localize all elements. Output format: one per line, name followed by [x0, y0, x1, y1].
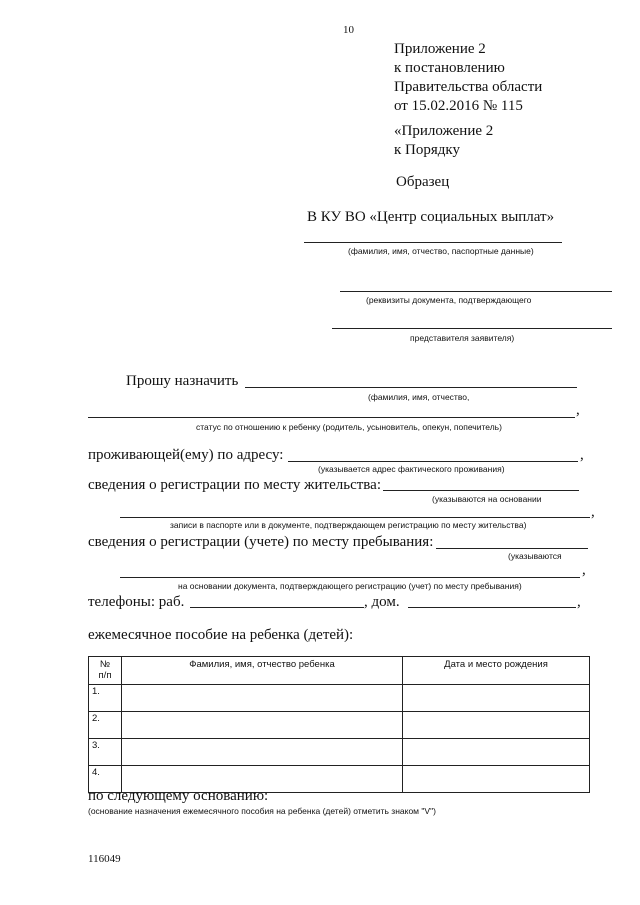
phones-comma: , [577, 594, 581, 610]
residence-reg-label: сведения о регистрации по месту жительства: [88, 477, 381, 493]
residence-reg-line[interactable] [383, 490, 579, 491]
applicant-fio-line[interactable] [304, 242, 562, 243]
passport-records-comma: , [591, 504, 595, 520]
hint-on-basis: (указываются на основании [432, 494, 542, 504]
work-phone-line[interactable] [190, 607, 364, 608]
child-name-cell[interactable] [122, 685, 403, 712]
phones-label: телефоны: раб. [88, 594, 185, 610]
col-header-name: Фамилия, имя, отчество ребенка [122, 657, 403, 685]
appendix2-line-1: «Приложение 2 [394, 123, 494, 139]
stay-reg-line[interactable] [436, 548, 588, 549]
child-birth-cell[interactable] [403, 685, 590, 712]
hint-indicated: (указываются [508, 551, 562, 561]
doc-requisites-line[interactable] [340, 291, 612, 292]
page-number: 10 [343, 24, 354, 36]
col-header-number-line1: № [99, 659, 111, 670]
home-phone-line[interactable] [408, 607, 576, 608]
child-birth-cell[interactable] [403, 766, 590, 793]
row-number: 2. [89, 712, 122, 739]
table-row [89, 712, 590, 739]
hint-stay-basis: на основании документа, подтверждающего регистрацию (учет) по месту пребывания) [178, 581, 522, 591]
home-phone-label: , дом. [364, 594, 400, 610]
addressee: В КУ ВО «Центр социальных выплат» [307, 209, 555, 225]
hint-doc-requisites: (реквизиты документа, подтверждающего [366, 295, 532, 305]
sample-label: Образец [396, 174, 450, 190]
children-table [88, 656, 590, 793]
appendix2-line-2: к Порядку [394, 142, 460, 158]
child-name-cell[interactable] [122, 739, 403, 766]
stay-reg-label: сведения о регистрации (учете) по месту пребывания: [88, 534, 434, 550]
appendix-header [394, 40, 542, 116]
hint-representative: представителя заявителя) [410, 333, 515, 343]
benefit-label: ежемесячное пособие на ребенка (детей): [88, 627, 354, 643]
col-header-number-line2: п/п [98, 670, 112, 681]
child-birth-cell[interactable] [403, 712, 590, 739]
appendix-procedure-header [394, 122, 493, 160]
status-line[interactable] [88, 417, 575, 418]
col-header-number [89, 657, 122, 685]
hint-status: статус по отношению к ребенку (родитель, усыновитель, опекун, попечитель) [196, 422, 502, 432]
hint-passport-records: записи в паспорте или в документе, подтверждающем регистрацию по месту жительства) [170, 520, 527, 530]
address-comma: , [580, 447, 584, 463]
col-header-birth: Дата и место рождения [403, 657, 590, 685]
representative-line[interactable] [332, 328, 612, 329]
residing-label: проживающей(ему) по адресу: [88, 447, 284, 463]
appendix-line-3: Правительства области [394, 79, 543, 95]
hint-fio-passport: (фамилия, имя, отчество, паспортные данные) [348, 246, 534, 256]
child-name-cell[interactable] [122, 712, 403, 739]
table-row [89, 685, 590, 712]
hint-actual-address: (указывается адрес фактического проживания) [318, 464, 505, 474]
request-label: Прошу назначить [126, 373, 239, 389]
basis-label: по следующему основанию: [88, 788, 269, 804]
appendix-line-4: от 15.02.2016 № 115 [394, 98, 523, 114]
address-line[interactable] [288, 461, 578, 462]
passport-records-line[interactable] [120, 517, 590, 518]
stay-basis-comma: , [582, 562, 586, 578]
footer-code: 116049 [88, 853, 121, 865]
child-birth-cell[interactable] [403, 739, 590, 766]
status-comma: , [576, 402, 580, 418]
table-row [89, 739, 590, 766]
request-fio-line[interactable] [245, 387, 577, 388]
appendix-line-1: Приложение 2 [394, 41, 486, 57]
row-number: 3. [89, 739, 122, 766]
table-header-row [89, 657, 590, 685]
appendix-line-2: к постановлению [394, 60, 505, 76]
basis-note: (основание назначения ежемесячного пособия на ребенка (детей) отметить знаком "V") [88, 806, 436, 816]
hint-fio: (фамилия, имя, отчество, [368, 392, 470, 402]
row-number: 4. [89, 766, 122, 793]
row-number: 1. [89, 685, 122, 712]
stay-basis-line[interactable] [120, 577, 580, 578]
